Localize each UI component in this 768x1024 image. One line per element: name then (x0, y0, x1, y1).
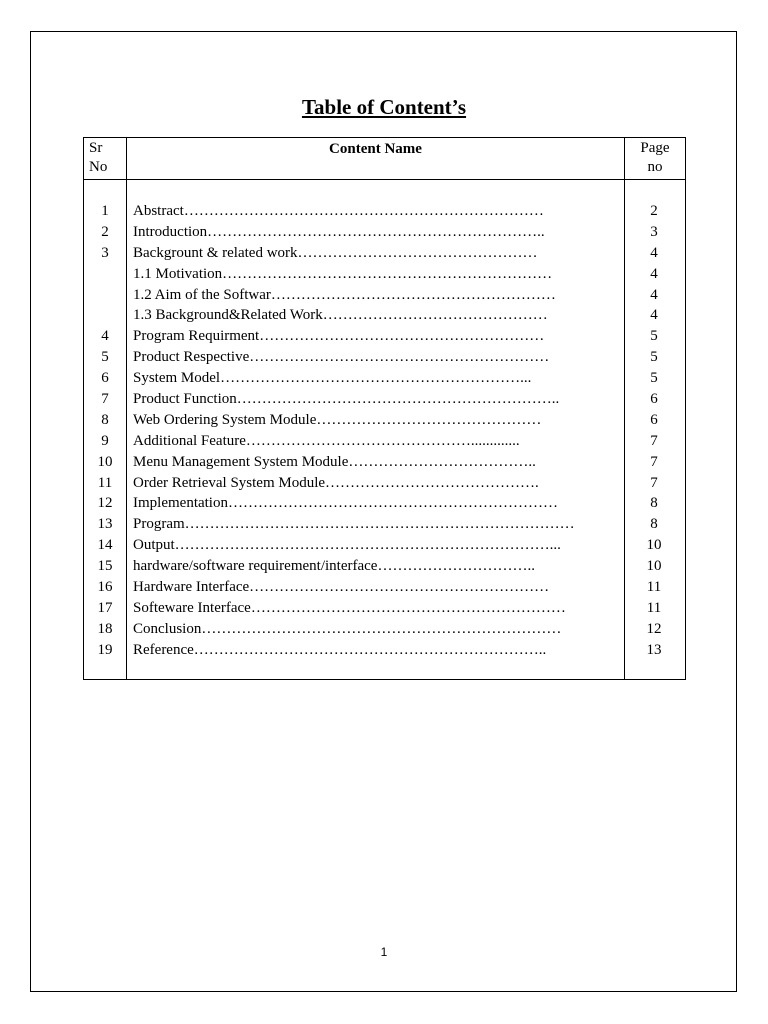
toc-row-title: Product Function……………………………………………………….. (133, 391, 560, 408)
toc-row-title: Product Respective…………………………………………………… (133, 349, 550, 366)
toc-row-number: 1 (101, 203, 109, 219)
toc-row-page: 4 (650, 286, 658, 303)
toc-row (84, 368, 685, 389)
toc-row (84, 535, 685, 556)
page-title: Table of Content’s (301, 95, 467, 119)
toc-row-page: 7 (650, 474, 658, 491)
toc-row-page: 5 (650, 328, 658, 345)
toc-row-number: 5 (101, 349, 109, 366)
header-content-name: Content Name (329, 141, 422, 157)
toc-row (84, 410, 685, 431)
toc-row-number: 10 (97, 453, 113, 470)
header-page-line2: no (647, 159, 663, 175)
toc-row-page: 4 (650, 244, 658, 261)
toc-row (84, 473, 685, 494)
toc-row-title: Conclusion……………………………………………………………… (133, 620, 562, 637)
header-page-no (625, 139, 685, 177)
toc-row (84, 389, 685, 410)
toc-row-title: 1.3 Background&Related Work……………………………………… (133, 307, 548, 324)
toc-row (84, 577, 685, 598)
toc-row-page: 11 (646, 579, 662, 596)
toc-row-page: 5 (650, 349, 658, 366)
toc-row-number: 19 (97, 641, 113, 658)
toc-row-title: Introduction………………………………………………………….. (133, 223, 545, 240)
toc-row-page: 8 (650, 495, 658, 512)
toc-row-page: 6 (650, 411, 658, 428)
toc-row-number: 11 (97, 474, 113, 491)
toc-row-title: Program…………………………………………………………………… (133, 516, 575, 533)
toc-row-page: 7 (650, 453, 658, 470)
toc-row-page: 4 (650, 307, 658, 324)
toc-row-number: 8 (101, 411, 109, 428)
toc-row-page: 12 (646, 620, 662, 637)
toc-row-page: 6 (650, 391, 658, 408)
toc-row-number: 17 (97, 599, 113, 616)
toc-row-page: 4 (650, 265, 658, 282)
toc-row-page: 10 (646, 558, 662, 575)
toc-row-title: 1.2 Aim of the Softwar………………………………………………… (133, 286, 556, 303)
toc-row-title: Backgrount & related work………………………………………… (133, 244, 538, 261)
toc-row-number: 12 (97, 495, 113, 512)
header-divider (84, 179, 685, 180)
header-page-line1: Page (640, 140, 670, 156)
toc-row (84, 347, 685, 368)
toc-row (84, 640, 685, 661)
toc-row-title: Softeware Interface……………………………………………………… (133, 599, 566, 616)
toc-row-title: Hardware Interface…………………………………………………… (133, 579, 550, 596)
toc-row (84, 619, 685, 640)
toc-row (84, 326, 685, 347)
toc-row-page: 10 (646, 537, 662, 554)
toc-row-title: Menu Management System Module……………………………….. (133, 453, 536, 470)
toc-row-title: System Model……………………………………………………... (133, 370, 532, 387)
toc-row-title: Output…………………………………………………………………... (133, 537, 561, 554)
toc-row-number: 16 (97, 579, 113, 596)
toc-row (84, 285, 685, 306)
toc-row-title: Reference…………………………………………………………….. (133, 641, 547, 658)
toc-row-page: 11 (646, 599, 662, 616)
toc-row (84, 222, 685, 243)
toc-row-title: Additional Feature………………………………………............. (133, 432, 520, 449)
toc-row (84, 201, 685, 222)
header-sr-line2: No (89, 159, 108, 175)
toc-row-page: 2 (650, 203, 658, 219)
toc-row (84, 556, 685, 577)
toc-row (84, 493, 685, 514)
toc-row-page: 8 (650, 516, 658, 533)
toc-row-page: 5 (650, 370, 658, 387)
toc-row (84, 514, 685, 535)
toc-row-title: 1.1 Motivation………………………………………………………… (133, 265, 553, 282)
toc-row-title: Abstract……………………………………………………………… (133, 203, 544, 219)
toc-row-page: 13 (646, 641, 662, 658)
toc-table (83, 137, 686, 680)
toc-row-title: Web Ordering System Module……………………………………… (133, 411, 542, 428)
toc-row (84, 264, 685, 285)
toc-row (84, 452, 685, 473)
header-sr-line1: Sr (89, 140, 103, 156)
toc-row-number: 3 (101, 244, 109, 261)
toc-row-number: 2 (101, 223, 109, 240)
toc-row (84, 243, 685, 264)
toc-row (84, 431, 685, 452)
toc-row-number: 15 (97, 558, 113, 575)
toc-row (84, 305, 685, 326)
toc-row-page: 7 (650, 432, 658, 449)
footer-page-number: 1 (380, 945, 388, 959)
header-sr-no (89, 139, 125, 177)
toc-row-number: 13 (97, 516, 113, 533)
toc-row-number: 7 (101, 391, 109, 408)
toc-rows (84, 201, 685, 661)
toc-row-title: hardware/software requirement/interface………………………….. (133, 558, 535, 575)
toc-row-title: Program Requirment………………………………………………… (133, 328, 545, 345)
toc-row-number: 14 (97, 537, 113, 554)
toc-row-title: Implementation………………………………………………………… (133, 495, 558, 512)
toc-row-title: Order Retrieval System Module……………………………………. (133, 474, 539, 491)
toc-row-page: 3 (650, 223, 658, 240)
toc-row-number: 6 (101, 370, 109, 387)
toc-row-number: 9 (101, 432, 109, 449)
toc-row-number: 18 (97, 620, 113, 637)
toc-row-number: 4 (101, 328, 109, 345)
toc-row (84, 598, 685, 619)
